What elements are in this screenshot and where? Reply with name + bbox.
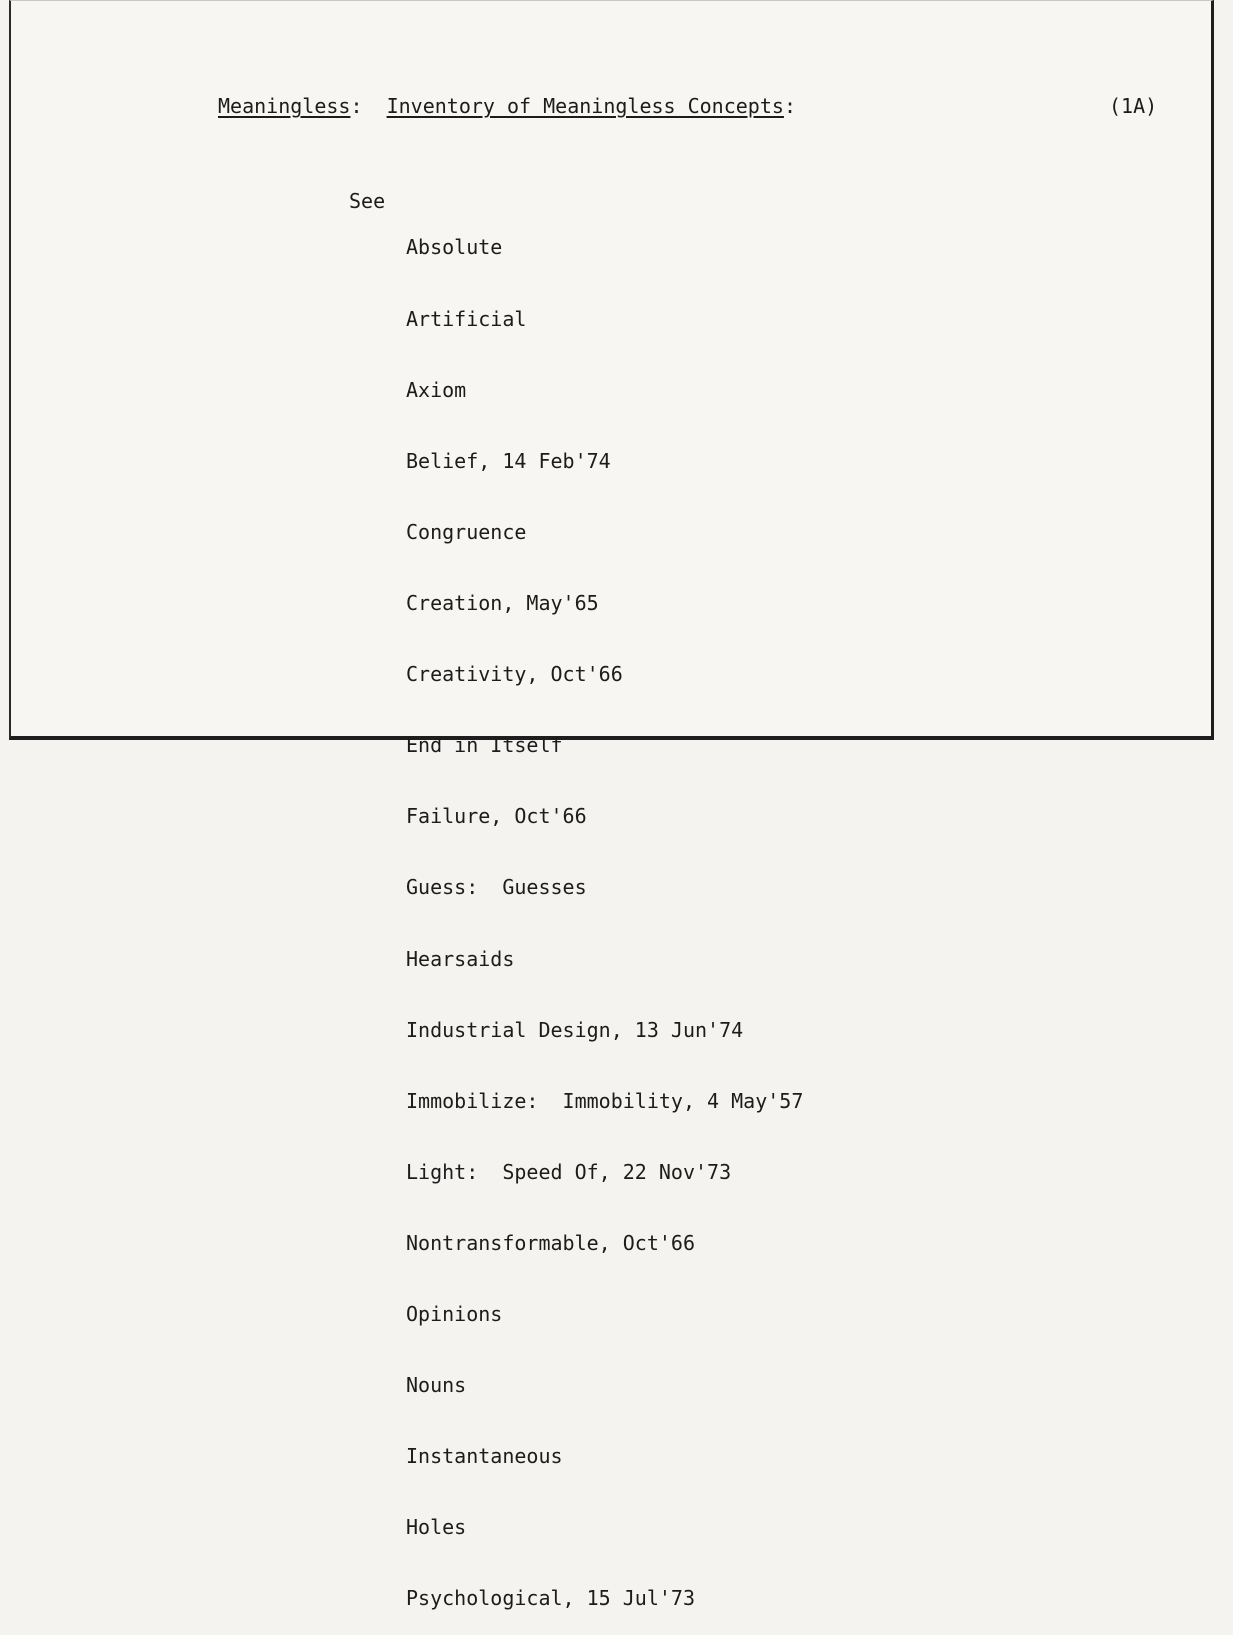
see-label: See	[349, 189, 386, 213]
list-item: Artificial	[406, 306, 527, 331]
list-item: Belief, 14 Feb'74	[406, 448, 611, 473]
list-item: Psychological, 15 Jul'73	[406, 1586, 695, 1611]
list-item: Nouns	[406, 1373, 467, 1398]
list-item: Guess: Guesses	[406, 875, 587, 900]
card-reference-number: (1A)	[1109, 94, 1158, 118]
list-item: Nontransformable, Oct'66	[406, 1230, 695, 1255]
card-header	[218, 94, 796, 118]
card-title: Meaningless	[218, 94, 351, 118]
list-item: Congruence	[406, 519, 527, 544]
list-item: End in Itself	[406, 733, 563, 758]
subtitle-colon: :	[783, 94, 796, 118]
list-item: Instantaneous	[406, 1444, 563, 1469]
list-item: Creativity, Oct'66	[406, 662, 623, 687]
list-item: Opinions	[406, 1302, 503, 1327]
list-item: Immobilize: Immobility, 4 May'57	[406, 1088, 804, 1113]
list-item: Holes	[406, 1515, 467, 1540]
list-item: Light: Speed Of, 22 Nov'73	[406, 1159, 732, 1184]
list-item: Hearsaids	[406, 946, 515, 971]
list-item: Axiom	[406, 377, 467, 402]
card-subtitle: Inventory of Meaningless Concepts	[386, 94, 784, 118]
list-item: Failure, Oct'66	[406, 804, 587, 829]
list-item: Industrial Design, 13 Jun'74	[406, 1017, 744, 1042]
see-entries-list	[406, 189, 803, 1635]
list-item: Absolute	[406, 235, 503, 260]
title-separator: :	[350, 94, 387, 118]
list-item: Creation, May'65	[406, 590, 599, 615]
